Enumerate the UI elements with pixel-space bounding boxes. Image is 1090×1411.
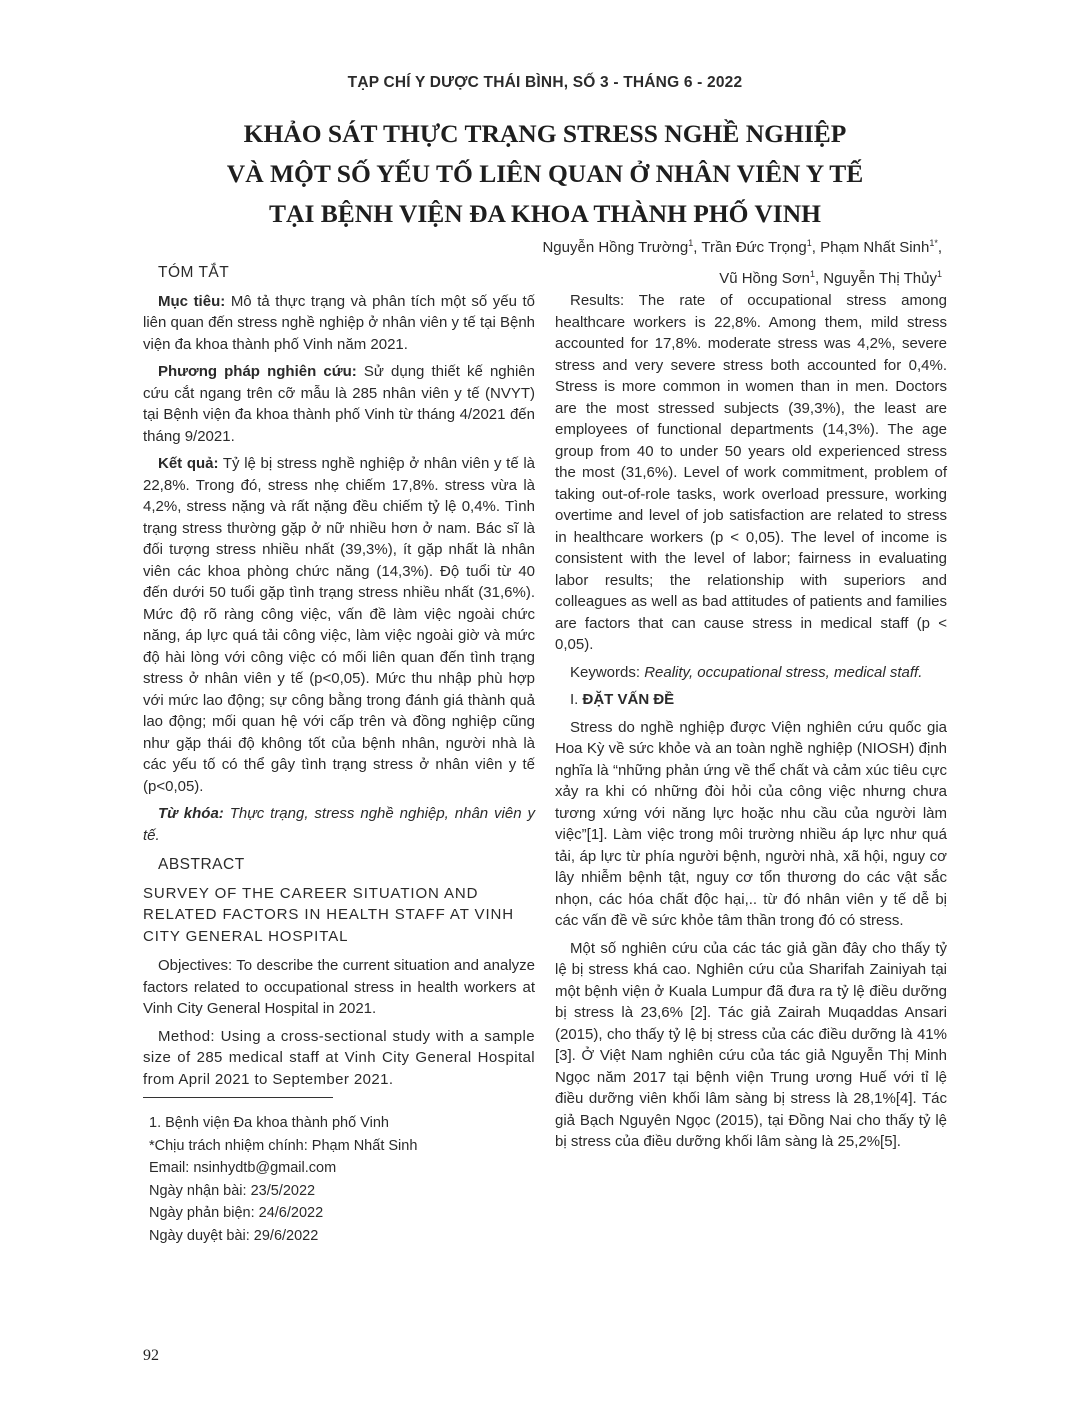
summary-keywords — [143, 803, 535, 846]
summary-method — [143, 361, 535, 447]
summary-result-text: Tỷ lệ bị stress nghề nghiệp ở nhân viên y tế là 22,8%. Trong đó, stress nhẹ chiếm 17,8%. stress vừa là 4,2%, stress nặng và rất nặng đều chiếm tỷ lệ 0,4%. Tình trạng stress thường gặp ở nữ nhiều hơn ở nam. Bác sĩ là đối tượng stress nhiều nhất (39,3%), ít gặp nhất là nhân viên các khoa phòng chức năng (14,3%). Độ tuổi từ 40 đến dưới 50 tuổi gặp tình trạng stress nhiều nhất (31,6%). Mức độ rõ ràng công việc, vấn đề làm việc ngoài chức năng, áp lực quá tải công việc, làm việc ngoài giờ và mức độ hài lòng với công việc có mối liên quan đến tình trạng stress ở nhân viên y tế (p<0,05). Mức thu nhập phù hợp với mức lao động; sự công bằng trong đánh giá thành quả lao động; mối quan hệ với cấp trên và đồng nghiệp cũng như gặp thái độ không tốt của bệnh nhân, người nhà là các yếu tố có thể gây tình trạng stress ở nhân viên y tế (p<0,05). — [143, 455, 535, 795]
intro-numeral: I. — [570, 691, 579, 708]
abstract-method — [143, 1026, 535, 1091]
abstract-heading: ABSTRACT — [158, 856, 245, 873]
abstract-objectives-text: To describe the current situation and analyze factors related to occupational stress in health workers at Vinh City General Hospital in 2021. — [143, 957, 535, 1017]
footnotes — [149, 1112, 535, 1247]
summary-heading: TÓM TẮT — [158, 264, 230, 281]
footnote-divider — [143, 1097, 333, 1098]
author-separator: , — [693, 239, 702, 256]
summary-keywords-label: Từ khóa: — [158, 805, 224, 822]
author-affiliation: 1 — [806, 238, 812, 248]
page-number: 92 — [143, 1347, 159, 1364]
abstract-objectives — [143, 955, 535, 1020]
abstract-title: SURVEY OF THE CAREER SITUATION AND RELATED FACTORS IN HEALTH STAFF AT VINH CITY GENERAL HOSPITAL — [143, 884, 514, 945]
abstract-method-label: Method: — [158, 1027, 215, 1045]
journal-header: TẠP CHÍ Y DƯỢC THÁI BÌNH, SỐ 3 - THÁNG 6 - 2022 — [347, 74, 743, 91]
abstract-method-text: Using a cross-sectional study with a sample size of 285 medical staff at Vinh City General Hospital from April 2021 to September 2021. — [143, 1027, 535, 1088]
author-affiliation: 1 — [809, 269, 815, 279]
author-separator: , — [937, 239, 942, 256]
footnote-affiliation: 1. Bệnh viện Đa khoa thành phố Vinh — [149, 1115, 389, 1131]
summary-result — [143, 453, 535, 797]
left-column — [143, 262, 535, 1247]
summary-result-label: Kết quả: — [158, 455, 219, 472]
summary-method-text: Sử dụng thiết kế nghiên cứu cắt ngang trên cỡ mẫu là 285 nhân viên y tế (NVYT) tại Bệnh viện đa khoa thành phố Vinh từ tháng 4/2021 đến tháng 9/2021. — [143, 363, 535, 445]
abstract-results-text: The rate of occupational stress among healthcare workers is 22,8%. Among them, mild stress accounted for 17,8%. moderate stress was 4,2%, severe stress and very severe stress both accounted for 0,4%. Stress is more common in women than in men. Doctors are the most stressed subjects (39,3%), the least are employees of functional departments (14,3%). The age group from 40 to under 50 years old experienced stress the most (31,6%). Level of work commitment, problem of taking out-of-role tasks, work overload pressure, working overtime and level of job satisfaction are related to stress in healthcare workers (p < 0,05). The level of income is consistent with the level of labor; fairness in evaluating labor results; the relationship with superiors and colleagues as well as bad attitudes of patients and families are factors that can cause stress in medical staff (p < 0,05). — [555, 292, 947, 653]
title-line-1: KHẢO SÁT THỰC TRẠNG STRESS NGHỀ NGHIỆP — [243, 119, 847, 148]
intro-paragraph-1: Stress do nghề nghiệp được Viện nghiên cứu quốc gia Hoa Kỳ về sức khỏe và an toàn nghề nghiệp (NIOSH) định nghĩa là “những phản ứng về thể chất và cảm xúc tiêu cực xảy ra khi có những đòi hỏi của công việc nhưng chưa tương xứng với năng lực hoặc nhu cầu của người làm việc”[1]. Làm việc trong môi trường nhiều áp lực như quá tải, áp lực từ phía người bệnh, người nhà, xã hội, nguy cơ lây nhiễm bệnh tật, nguy cơ tổn thương do các vật sắc nhọn, các hóa chất độc hại,.. từ đó nhân viên y tế dễ bị các vấn đề về sức khỏe tâm thần trong đó có stress. — [555, 718, 947, 929]
footnote-corresponding: *Chịu trách nhiệm chính: Phạm Nhất Sinh — [149, 1137, 418, 1154]
author-separator: , — [811, 239, 821, 256]
abstract-keywords-text: Reality, occupational stress, medical staff. — [644, 663, 923, 681]
right-column — [555, 290, 947, 1159]
footnote-accepted: Ngày duyệt bài: 29/6/2022 — [149, 1227, 319, 1244]
intro-heading-text: ĐẶT VẤN ĐỀ — [582, 691, 675, 708]
intro-heading — [570, 689, 947, 711]
author-affiliation: 1 — [936, 269, 942, 279]
footnote-email: Email: nsinhydtb@gmail.com — [149, 1160, 337, 1176]
summary-keywords-text: Thực trạng, stress nghề nghiệp, nhân viên y tế. — [143, 805, 535, 844]
summary-objective — [143, 291, 535, 356]
author-name: Nguyễn Hồng Trường — [542, 239, 689, 256]
abstract-keywords — [555, 662, 947, 684]
abstract-objectives-label: Objectives: — [158, 957, 233, 974]
summary-method-label: Phương pháp nghiên cứu: — [158, 363, 357, 380]
abstract-keywords-label: Keywords: — [570, 663, 641, 681]
article-title — [60, 114, 1030, 234]
summary-objective-label: Mục tiêu: — [158, 292, 226, 310]
abstract-results-label: Results: — [570, 292, 625, 309]
author-affiliation: 1* — [929, 238, 938, 248]
intro-paragraph-2: Một số nghiên cứu của các tác giả gần đây cho thấy tỷ lệ bị stress khá cao. Nghiên cứu của Sharifah Zainiyah tại một bệnh viện ở Kuala Lumpur đã đưa ra tỷ lệ điều dưỡng bị stress là 23,6% [2]. Tác giả Zairah Muqaddas Ansari (2015), cho thấy tỷ lệ bị stress của các điều dưỡng là 41% [3]. Ở Việt Nam nghiên cứu của tác giả Nguyễn Thị Minh Ngọc năm 2017 tại bệnh viện Trung ương Huế với tỉ lệ điều dưỡng viên khối lâm sàng bị stress là 28,1%[4]. Tác giả Bạch Nguyên Ngọc (2015), tại Đồng Nai cho thấy tỷ lệ bị stress của điều dưỡng khối lâm sàng là 25,2%[5]. — [555, 939, 947, 1150]
title-line-2: VÀ MỘT SỐ YẾU TỐ LIÊN QUAN Ở NHÂN VIÊN Y TẾ — [226, 159, 864, 188]
title-line-3: TẠI BỆNH VIỆN ĐA KHOA THÀNH PHỐ VINH — [269, 199, 821, 228]
author-name: Trần Đức Trọng — [701, 239, 807, 256]
author-name: Nguyễn Thị Thủy — [823, 270, 937, 287]
footnote-received: Ngày nhận bài: 23/5/2022 — [149, 1182, 316, 1199]
summary-objective-text: Mô tả thực trạng và phân tích một số yếu tố liên quan đến stress nghề nghiệp ở nhân viên y tế tại Bệnh viện đa khoa thành phố Vinh năm 2021. — [143, 292, 535, 353]
author-line-1 — [322, 230, 942, 261]
footnote-reviewed: Ngày phản biện: 24/6/2022 — [149, 1205, 324, 1221]
author-affiliation: 1 — [688, 238, 694, 248]
author-name: Phạm Nhất Sinh — [820, 239, 930, 256]
abstract-results — [555, 290, 947, 656]
author-separator: , — [814, 270, 824, 287]
author-name: Vũ Hồng Sơn — [719, 270, 810, 287]
